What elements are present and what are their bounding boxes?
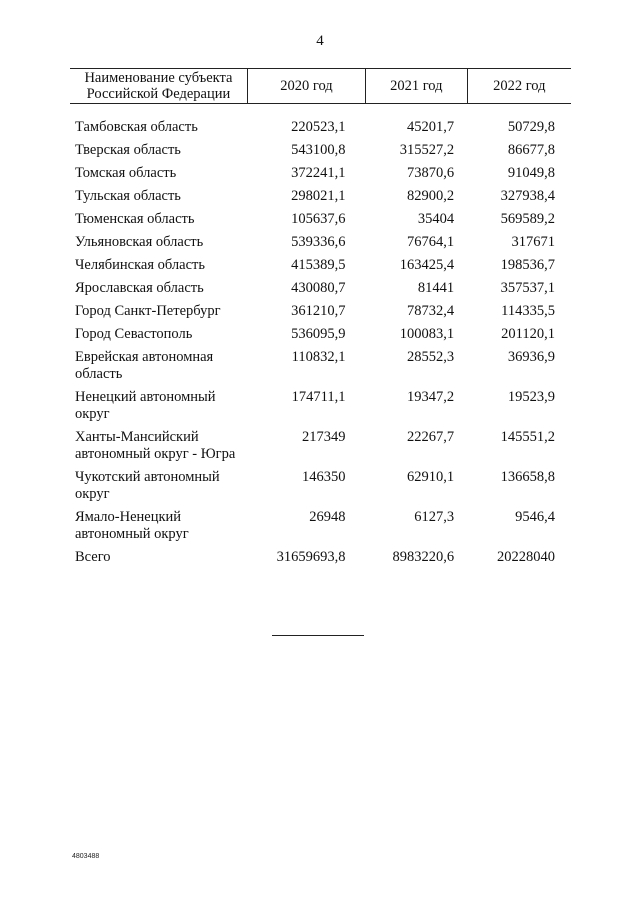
table-row: [70, 323, 571, 346]
value-2022-cell: 327938,4: [500, 188, 555, 204]
value-2022-cell: 19523,9: [507, 389, 555, 405]
value-2021-cell: 76764,1: [406, 234, 455, 250]
header-year-2022: 2022 год: [467, 69, 571, 104]
subject-name-cell: Ненецкий автономный округ: [75, 389, 216, 422]
value-2021-cell: 62910,1: [406, 469, 455, 485]
value-2022-cell: 86677,8: [507, 142, 555, 158]
table-row: [70, 254, 571, 277]
header-year-2020: 2020 год: [247, 69, 365, 104]
value-2021-cell: 22267,7: [406, 429, 455, 445]
value-2020-cell: 543100,8: [291, 142, 346, 158]
subject-name-cell: Город Санкт-Петербург: [75, 303, 221, 319]
value-2022-cell: 50729,8: [507, 119, 555, 135]
value-2021-cell: 315527,2: [399, 142, 455, 158]
value-2022-cell: 201120,1: [501, 326, 555, 342]
header-subject-name: Наименование субъекта Российской Федерации: [70, 69, 247, 104]
value-2020-cell: 415389,5: [291, 257, 346, 273]
value-2021-cell: 8983220,6: [392, 549, 455, 565]
subject-name-cell: Город Севастополь: [75, 326, 193, 342]
subject-name-cell: Тульская область: [75, 188, 181, 204]
table-row: [70, 116, 571, 139]
value-2021-cell: 35404: [417, 211, 455, 227]
value-2022-cell: 317671: [511, 234, 555, 250]
value-2021-cell: 81441: [417, 280, 455, 296]
subject-name-cell: Тамбовская область: [75, 119, 198, 135]
value-2021-cell: 100083,1: [399, 326, 455, 342]
value-2020-cell: 110832,1: [291, 349, 346, 365]
value-2021-cell: 163425,4: [399, 257, 455, 273]
value-2021-cell: 45201,7: [406, 119, 455, 135]
subject-name-cell: Чукотский автономный округ: [75, 469, 220, 502]
subject-name-cell: Ярославская область: [75, 280, 204, 296]
header-spacer: [70, 104, 571, 117]
table-row: [70, 208, 571, 231]
subject-name-cell: Тверская область: [75, 142, 181, 158]
value-2022-cell: 91049,8: [507, 165, 555, 181]
value-2022-cell: 198536,7: [500, 257, 555, 273]
value-2022-cell: 145551,2: [500, 429, 555, 445]
table-row: [70, 231, 571, 254]
value-2021-cell: 28552,3: [406, 349, 455, 365]
header-year-2021: 2021 год: [365, 69, 467, 104]
regional-data-table: [70, 68, 571, 569]
subject-name-cell: Еврейская автономная область: [75, 349, 214, 382]
subject-name-cell: Ямало-Ненецкий автономный округ: [75, 509, 189, 542]
value-2022-cell: 9546,4: [515, 509, 555, 525]
footer-divider: [272, 635, 364, 636]
subject-name-cell: Ханты-Мансийский автономный округ - Югра: [75, 429, 236, 462]
value-2022-cell: 569589,2: [500, 211, 555, 227]
value-2021-cell: 73870,6: [406, 165, 455, 181]
value-2020-cell: 105637,6: [291, 211, 346, 227]
table-row: [70, 139, 571, 162]
value-2020-cell: 220523,1: [291, 119, 346, 135]
value-2020-cell: 217349: [301, 429, 346, 445]
table-header-row: [70, 69, 571, 104]
table-row: [70, 506, 571, 546]
table-row: [70, 466, 571, 506]
page-number: 4: [316, 33, 324, 49]
table-row: [70, 546, 571, 569]
value-2020-cell: 536095,9: [291, 326, 346, 342]
value-2020-cell: 174711,1: [291, 389, 346, 405]
value-2020-cell: 539336,6: [291, 234, 346, 250]
table-row: [70, 162, 571, 185]
value-2020-cell: 430080,7: [291, 280, 346, 296]
value-2020-cell: 31659693,8: [276, 549, 346, 565]
subject-name-cell: Томская область: [75, 165, 177, 181]
subject-name-cell: Всего: [75, 549, 111, 565]
table-row: [70, 426, 571, 466]
subject-name-cell: Ульяновская область: [75, 234, 204, 250]
document-code: 4803488: [72, 853, 100, 860]
subject-name-cell: Челябинская область: [75, 257, 205, 273]
value-2020-cell: 361210,7: [291, 303, 346, 319]
value-2020-cell: 298021,1: [291, 188, 346, 204]
subject-name-cell: Тюменская область: [75, 211, 195, 227]
table-row: [70, 300, 571, 323]
value-2021-cell: 78732,4: [406, 303, 455, 319]
value-2022-cell: 20228040: [497, 549, 555, 565]
value-2020-cell: 146350: [301, 469, 346, 485]
value-2022-cell: 36936,9: [507, 349, 555, 365]
table-row: [70, 277, 571, 300]
value-2021-cell: 82900,2: [406, 188, 455, 204]
value-2020-cell: 372241,1: [291, 165, 346, 181]
value-2020-cell: 26948: [309, 509, 346, 525]
table-row: [70, 185, 571, 208]
value-2021-cell: 6127,3: [414, 509, 455, 525]
table-row: [70, 346, 571, 386]
value-2021-cell: 19347,2: [406, 389, 455, 405]
value-2022-cell: 114335,5: [501, 303, 555, 319]
table-row: [70, 386, 571, 426]
value-2022-cell: 136658,8: [500, 469, 555, 485]
value-2022-cell: 357537,1: [500, 280, 555, 296]
